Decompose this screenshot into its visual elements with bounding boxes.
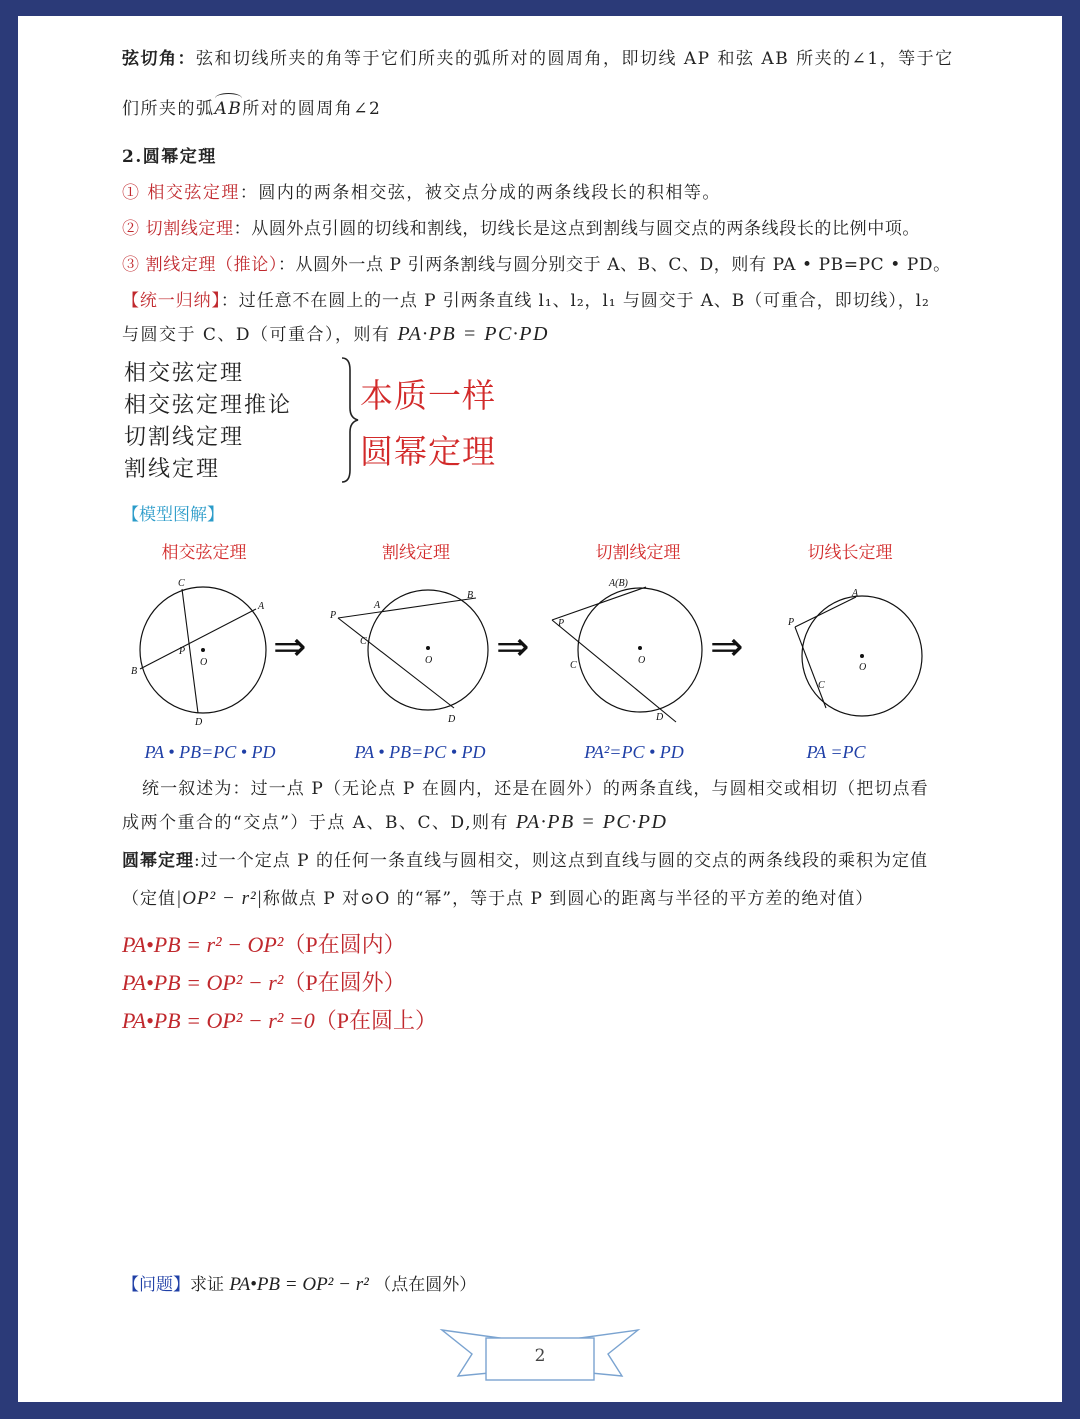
item-intersecting-chords (122, 178, 721, 203)
diagram-2-label-b: B (467, 590, 474, 601)
diagram-4-tangent-pa (795, 597, 856, 627)
diagram-1-intersecting-chords (118, 572, 288, 732)
unify-tag: 【统一归纳】 (122, 291, 221, 311)
diagram-1-label-b: B (131, 666, 138, 677)
unify-formula: PA·PB = PC·PD (397, 323, 549, 345)
diagram-2-secants (326, 572, 501, 732)
diagram-2-label-p: P (330, 610, 337, 621)
diagram-1-chord-ab (140, 609, 256, 669)
diagram-2-label-d: D (448, 714, 456, 725)
item-1-name: 相交弦定理 (147, 183, 240, 203)
power-theorem-label: 圆幂定理 (122, 851, 194, 871)
diagram-4-tangent-length (758, 572, 933, 732)
chord-tangent-label: 弦切角： (122, 49, 196, 69)
summary-line-2 (122, 808, 667, 834)
diagram-1-label-d: D (195, 717, 203, 728)
implies-arrow-3-icon: ⇒ (710, 624, 744, 670)
item-2-number: ② (122, 219, 140, 239)
diagram-1-label-a: A (258, 601, 265, 612)
power-formula-2-note: （P在圆外） (283, 970, 406, 995)
power-formula-3-rhs: OP² − r² =0 (206, 1008, 315, 1033)
question-line (122, 1270, 476, 1296)
power-formula-1-note: （P在圆内） (283, 932, 406, 957)
implies-arrow-1-icon: ⇒ (273, 624, 307, 670)
power-theorem-line-1 (122, 846, 928, 871)
diagram-3-label-p: P (558, 618, 565, 629)
item-tangent-secant (122, 214, 920, 239)
arc-ab-symbol: AB (214, 99, 243, 119)
diagram-4-tangent-pc (795, 627, 826, 708)
power-formula-1-lhs: PA•PB = (122, 932, 207, 957)
power-formula-2-rhs: OP² − r² (206, 970, 284, 995)
brace-item-3: 切割线定理 (124, 425, 245, 450)
brace-item-4: 割线定理 (124, 457, 221, 482)
power-formula-on (122, 1004, 437, 1035)
item-3-name: 割线定理（推论） (145, 255, 278, 275)
item-3-text: 从圆外一点 P 引两条割线与圆分别交于 A、B、C、D，则有 PA • PB=PC • PD。 (295, 255, 951, 275)
diagram-2-label-o: O (425, 655, 433, 666)
power-formula-3-lhs: PA•PB = (122, 1008, 207, 1033)
unify-text-1: ：过任意不在圆上的一点 P 引两条直线 l₁、l₂，l₁ 与圆交于 A、B（可重合，即切线），l₂ (220, 291, 930, 311)
page-number: 2 (534, 1346, 546, 1366)
diagram-4-title: 切线长定理 (807, 543, 893, 563)
diagram-3-label-c: C (570, 660, 577, 671)
model-tag: 【模型图解】 (122, 505, 224, 525)
diagram-3-label-o: O (638, 655, 646, 666)
power-formula-3-note: （P在圆上） (314, 1008, 437, 1033)
diagram-2-label-c: C (360, 636, 367, 647)
brace-right-1: 本质一样 (360, 376, 496, 415)
diagram-3-formula: PA²=PC • PD (584, 742, 684, 762)
unify-text-2: 与圆交于 C、D（可重合），则有 (122, 325, 398, 345)
chord-tangent-text-2a: 们所夹的弧 (122, 99, 215, 119)
diagram-2-title: 割线定理 (382, 543, 450, 563)
item-2-colon: ： (233, 219, 252, 239)
question-text: 求证 (190, 1275, 230, 1295)
diagram-4-label-a: A (852, 588, 859, 599)
chord-tangent-line-1 (122, 44, 954, 69)
diagram-4-label-p: P (788, 617, 795, 628)
item-1-number: ① (122, 183, 141, 203)
summary-text-2: 成两个重合的“交点”）于点 A、B、C、D,则有 (122, 813, 516, 833)
diagram-1-label-p: P (179, 646, 186, 657)
unify-line-1 (122, 286, 930, 311)
diagram-3-title: 切割线定理 (595, 543, 681, 563)
diagram-1-label-c: C (178, 578, 185, 589)
question-tag: 【问题】 (122, 1275, 190, 1295)
diagram-1-label-o: O (200, 657, 208, 668)
diagram-3-center (638, 646, 642, 650)
section-title: 2.圆幂定理 (122, 147, 217, 167)
diagram-2-formula: PA • PB=PC • PD (354, 742, 486, 762)
diagram-3-label-d: D (656, 712, 664, 723)
diagram-1-title: 相交弦定理 (161, 543, 247, 563)
power-theorem-line-2 (122, 884, 873, 910)
question-note: （点在圆外） (374, 1275, 477, 1295)
power-formula-inside (122, 928, 406, 959)
diagram-4-label-o: O (859, 662, 867, 673)
chord-tangent-text-2b: 所对的圆周角∠2 (242, 99, 382, 119)
item-secant (122, 250, 951, 275)
brace-item-1: 相交弦定理 (124, 361, 245, 386)
power-formula-2-lhs: PA•PB = (122, 970, 207, 995)
implies-arrow-2-icon: ⇒ (496, 624, 530, 670)
summary-line-1: 统一叙述为：过一点 P（无论点 P 在圆内，还是在圆外）的两条直线，与圆相交或相切（把切点看 (142, 779, 929, 799)
diagram-4-center (860, 654, 864, 658)
power-theorem-text-2a: （定值 (122, 889, 176, 909)
chord-tangent-line-2 (122, 94, 381, 119)
power-formula-1-rhs: r² − OP² (206, 932, 284, 957)
brace-item-2: 相交弦定理推论 (124, 393, 293, 418)
power-formula-outside (122, 966, 406, 997)
unify-line-2 (122, 320, 549, 346)
diagram-3-label-ab: A(B) (609, 578, 628, 589)
diagram-4-formula: PA =PC (806, 742, 866, 762)
summary-formula: PA·PB = PC·PD (515, 811, 668, 833)
item-3-colon: ： (277, 255, 296, 275)
item-2-name: 切割线定理 (145, 219, 234, 239)
curly-brace-icon (338, 356, 362, 484)
diagram-2-center (426, 646, 430, 650)
chord-tangent-text-1: 弦和切线所夹的角等于它们所夹的弧所对的圆周角，即切线 AP 和弦 AB 所夹的∠1，等于它 (196, 49, 954, 69)
diagram-1-formula: PA • PB=PC • PD (144, 742, 276, 762)
power-expression: |OP² − r²| (176, 888, 263, 909)
item-3-number: ③ (122, 255, 140, 275)
diagram-3-tangent-secant (546, 572, 721, 732)
power-theorem-text-1: :过一个定点 P 的任何一条直线与圆相交，则这点到直线与圆的交点的两条线段的乘积为定值 (194, 851, 928, 871)
diagram-2-label-a: A (374, 600, 381, 611)
diagram-2-secant-cd (338, 618, 454, 708)
question-formula: PA•PB = OP² − r² (229, 1274, 369, 1295)
item-1-colon: ： (239, 183, 259, 203)
brace-right-2: 圆幂定理 (360, 432, 496, 471)
item-2-text: 从圆外点引圆的切线和割线，切线长是这点到割线与圆交点的两条线段长的比例中项。 (251, 219, 921, 239)
diagram-1-center (201, 648, 205, 652)
document-page (18, 16, 1062, 1402)
diagram-3-tangent (552, 587, 646, 620)
diagram-4-label-c: C (818, 680, 825, 691)
power-theorem-text-2b: 称做点 P 对⊙O 的“幂”，等于点 P 到圆心的距离与半径的平方差的绝对值） (262, 889, 874, 909)
item-1-text: 圆内的两条相交弦，被交点分成的两条线段长的积相等。 (258, 183, 721, 203)
diagram-2-secant-ab (338, 598, 476, 618)
